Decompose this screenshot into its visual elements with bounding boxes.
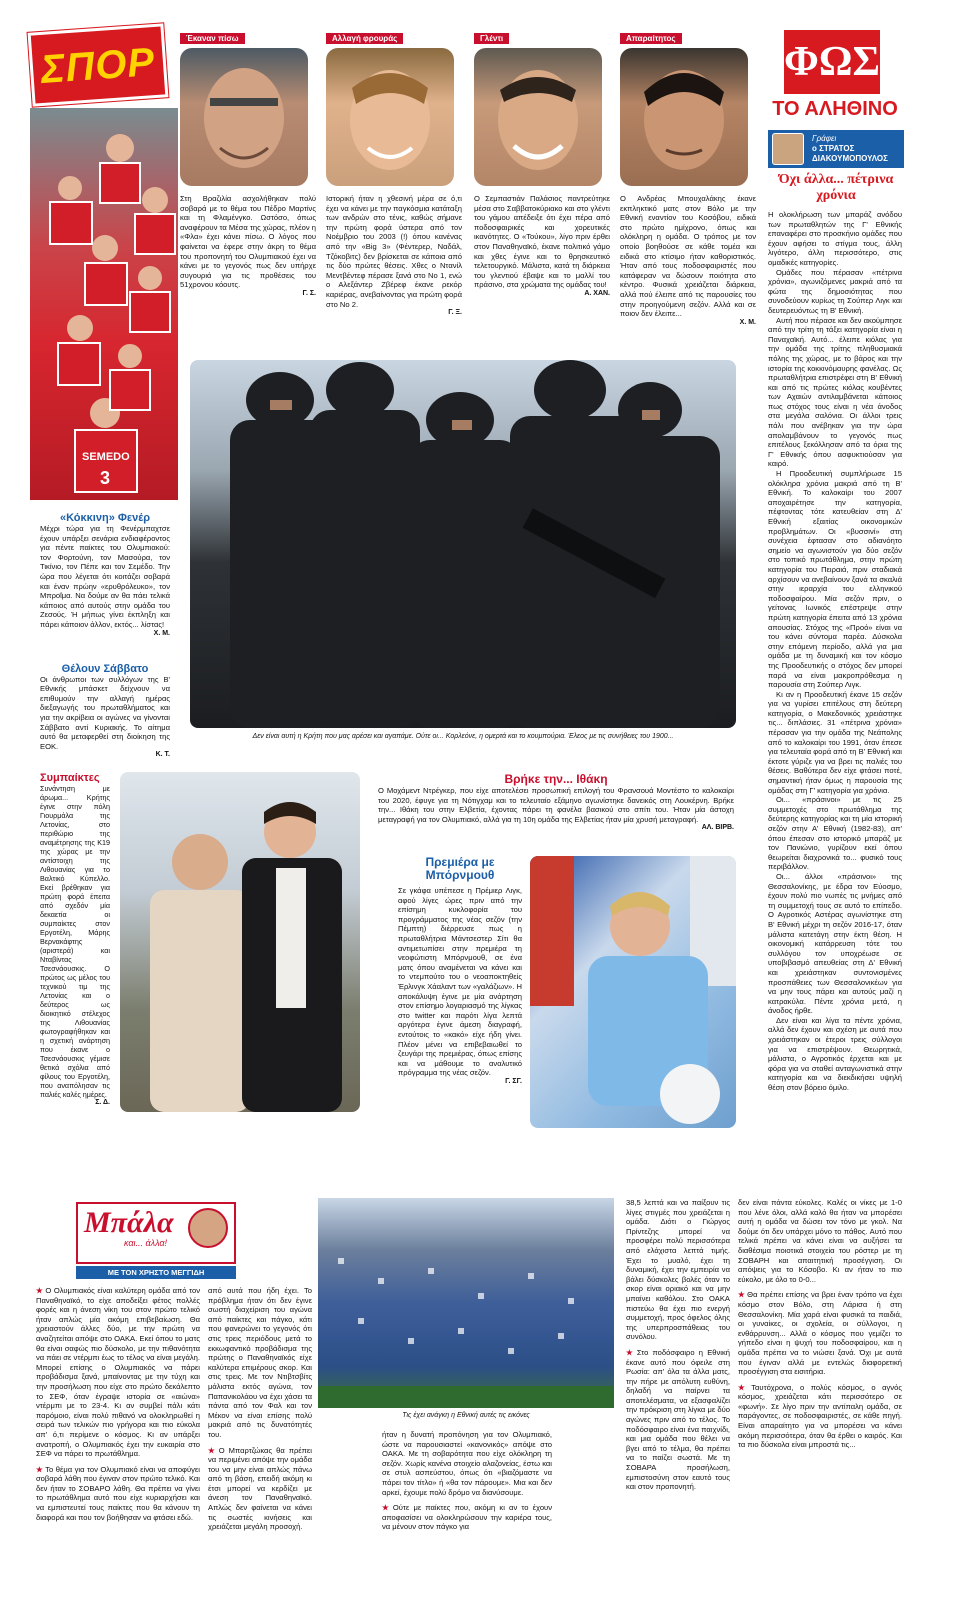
column-signature: Α. ΧΑΝ. [584, 289, 610, 297]
bala-paragraph [626, 1348, 730, 1492]
face-photo [326, 48, 454, 186]
fos-paragraph: Κι αν η Προοδευτική έκανε 15 σεζόν για να γυρίσει επιτέλους στη δεύτερη κατηγορία, ο Μακεδονικός χρειάστηκε τις... διπλάσιες. 31 «πέτρινα χρόνια» πέρασαν για την ομάδα της Νεάπολης από το καλοκαίρι του 1991, όταν έπεσε για τελευταία φορά από τη Β' Εθνική και έκτοτε γύριζε για να βρει τις παλιές του θέσεις. Βαθύτερα δεν είχε φτάσει ποτέ, σημαντική ήταν όμως η παρουσία της ομάδας στη Γ' κατηγορία για χρόνια. [768, 689, 902, 795]
top-column-2 [326, 28, 462, 316]
ithaca-text: Ο Μοχάμεντ Ντρέγκερ, που είχε αποτελέσει προσωπική επιλογή του Φρανσουά Μοντέστο το καλοκαίρι του 2020, έφυγε για τη Νότιγχαμ και το τελευταίο εξάμηνο αγωνίστηκε δανεικός στη Λουκέρνη. Βρήκε την... Ιθάκη του στην Ελβετία, έχοντας πάρει τη φανέλα βασικού στο σπίτι του. Ήταν μία άστοχη μεταγραφή για τον Ολυμπιακό, αλλά για τη 10η ομάδα της Ελβετίας ήταν μία χρυσή μεταγραφή. [378, 786, 734, 824]
fos-paragraph: Δεν είναι και λίγα τα πέντε χρόνια, αλλά δεν έχουν και σχέση με αυτά που χρειάστηκαν οι έτεροι τρεις σύλλογοι για να επιστρέψουν. Θεωρητικά, μάλιστα, ο Αγροτικός έρχεται και με φόρα για να σταθεί ανταγωνιστικά στην κατηγορία και να διεκδικήσει υψηλή θέση στον βόρειο όμιλο. [768, 1015, 902, 1093]
saturday-signature: Κ. Τ. [155, 751, 170, 759]
face-photo [474, 48, 602, 186]
bala-paragraph-text: Στο ποδόσφαιρο η Εθνική έκανε αυτό που όφειλε στη Ρωσία: απ' όλα τα άλλα ματς, την πήρε με απόλυτη ευθύνη, δηλαδή να παίρνει τα αποτελέσματα, να εξασφαλίζει την πρόκριση στη λίγκα με δύο αγώνες πριν από το τέλος. Το ποδόσφαιρο είναι ένα παιχνίδι, και μια ομάδα που θέλει να βγει από το τέλμα, θα πρέπει να το παίζει σωστά. Με τη ΣΟΒΑΡΑ προσήλωση, εμπιστοσύνη στον εαυτό τους και στον προπονητή. [626, 1347, 731, 1492]
bala-col-2 [208, 1286, 312, 1532]
ithaca-signature: ΑΛ. ΒΙΡΒ. [701, 824, 734, 832]
fos-paragraph: Οι... άλλοι «πράσινοι» της Θεσσαλονίκης, με έδρα τον Εύοσμο, έχουν πολύ πιο νωπές τις μνήμες από τη συμμετοχή τους σε αυτό το επίπεδο. Ο Αγροτικός Αστέρας αγωνίστηκε στη Β' Εθνική μέχρι τη σεζόν 2016-17, όταν μάλιστα κατετάγη στην έκτη θέση. Η οικονομική κατάρρευση τότε του συλλόγου τον υποχρέωσε σε υποβιβασμό απευθείας στη Δ' Εθνική και χρειάστηκαν συντονισμένες προσπάθειες των Θεσσαλονικέων για να μην τους πάρει και αυτούς μαζί η κατρακύλα. Πέντε χρόνια μετά, η άνοδος ήρθε. [768, 871, 902, 1016]
fos-subtitle: ΤΟ ΑΛΗΘΙΝΟ [772, 98, 898, 120]
face-photo [180, 48, 308, 186]
fos-title: Όχι άλλα... πέτρινα χρόνια [778, 172, 894, 203]
bala-paragraph-text: ήταν η δυνατή προπόνηση για τον Ολυμπιακό, ώστε να παρουσιαστεί «κανονικός» απόψε στο ΟΑΚΑ. Με τη σοβαρότητα που είχε ολόκληρη τη σεζόν. Χωρίς κανένα στοιχείο αλαζονείας, έστω και σε στυλ ασπεύστου, όπως ότι «βιαζόμαστε να πάρει τον τίτλο» ή «θα τον πάρουμε». Μια και δεν αρκεί, έχουμε πολύ δρόμο να διανύσουμε. [382, 1430, 552, 1497]
special-forces-caption: Δεν είναι αυτή η Κρήτη που μας αρέσει και αγαπάμε. Ούτε οι... Κορλεόνε, η ομερτά και το κουμπούρια. Έλεος με τις συνήθειες του 1900... [252, 733, 674, 740]
byline-box [768, 130, 904, 168]
bala-logo-sub: και... άλλα! [124, 1238, 168, 1248]
bala-logo-text: Μπάλα [84, 1206, 174, 1239]
sport-logo-text: ΣΠΟΡ [39, 40, 157, 92]
bala-paragraph [738, 1290, 902, 1376]
column-tag: Γλέντι [474, 33, 509, 44]
bala-byline: ΜΕ ΤΟΝ ΧΡΗΣΤΟ ΜΕΓΓΙΔΗ [76, 1266, 236, 1279]
fos-logo [784, 30, 880, 94]
bala-col-5 [738, 1198, 902, 1450]
sport-logo [28, 23, 169, 106]
bala-paragraph [738, 1383, 902, 1450]
star-icon: ★ [738, 1290, 746, 1300]
column-text: Ο Σεμπαστιάν Παλάσιος παντρεύτηκε μέσα στο Σαββατοκύριακο και στο γλέντι του γάμου απέδειξε ότι έχει πέρα από ποδοσφαιρικές και χορευτικές ικανότητες. Ο «Τούκου», λίγο πριν έρθει στον Παναθηναϊκό, έκανε πολιτικό γάμο και χθες έγινε και το θρησκευτικό τελετουργικό. Μάλιστα, κατά τη διάρκεια του γλεντιού έβαψε και το μαλλί του πράσινο, στα χρώματα της ομάδας του! [474, 194, 610, 290]
bala-paragraph-text: Ταυτόχρονα, ο πολύς κόσμος, ο αγνός κόσμος, χρειάζεται κάτι περισσότερο σε «φωνή». Σε λίγο πριν την αντίπαλη ομάδα, σε παράγοντες, σε ποδοσφαιριστές, σε κάθε πηγή. Είναι απαραίτητο για να μπορέσει να κάνει ακόμη περισσότερα, όταν θα έρθει ο καιρός. Και τα πιο δύσκολα είναι μπροστά τις... [738, 1382, 902, 1450]
column-signature: Χ. Μ. [739, 318, 756, 326]
author-avatar [772, 133, 804, 165]
bala-paragraph-text: Ο Μπαρτζώκας θα πρέπει να περιμένει απόψε την ομάδα του να μην είναι απλώς πάνω από τη βάση, επειδή ακόμη κι έτσι μπορεί να κερδίζει με άνεση τον Παναθηναϊκό. Απλώς δεν φαίνεται να κάνει τις σωστές κινήσεις και χρειάζεται μεγάλη προσοχή. [208, 1445, 312, 1532]
players-photo [30, 108, 178, 500]
bala-col-3 [382, 1430, 552, 1532]
teammates-photo [120, 772, 360, 1112]
premiere-article [398, 856, 522, 1085]
bala-paragraph-text: δεν είναι πάντα εύκολες. Καλές οι νίκες με 1-0 που λένε όλοι, αλλά καλό θα ήταν να μπορέσει αυτή η ομάδα να δώσει τον τόνο με γκολ. Να δούμε ότι δεν υπάρχει μόνο το πάθος. Αυτό που τελικά πρέπει να κάνει είναι να αυξήσει τα διαθέσιμα ποιοτικά στοιχεία του ρόστερ με τη ΣΟΒΑΡΗ και απαιτητική προσέγγιση. Οι απόψεις για το Κόσοβο. Κι αν ήταν το πιο εύκολο, με όλο το 0-0... [738, 1198, 902, 1284]
column-text: Ο Ανδρέας Μπουχαλάκης έκανε εκπληκτικό ματς στον Βόλο με την Εθνική εναντίον του Κοσόβου, ειδικά στο πρώτο ημίχρονο, όπως και ολόκληρη η ομάδα. Ο τρόπος με τον οποίο βοηθούσε σε κάθε τομέα και ειδικά στο κτίσιμο ήταν καθοριστικός. Ήταν από τους ποδοσφαιριστές που κατάφεραν να δώσουν ποιότητα στο κέντρο. Φυσικά χρειάζεται διάρκεια, αλλά πού έλειπε από τις παρουσίες του στην προηγούμενη σεζόν. Αλλά και σε ποιον δεν έλειπε... [620, 194, 756, 319]
saturday-title: Θέλουν Σάββατο [61, 662, 149, 675]
bala-paragraph [36, 1465, 200, 1523]
column-tag: Έκαναν πίσω [180, 33, 245, 44]
svg-text:3: 3 [100, 468, 111, 488]
haaland-photo [530, 856, 736, 1128]
crowd-illustration [318, 1198, 614, 1408]
premiere-text: Σε γκάφα υπέπεσε η Πρέμιερ Λιγκ, αφού λίγες ώρες πριν από την επίσημη κυκλοφορία του προγράμματος της νέας σεζόν (την Πέμπτη) διέρρευσε πως η πρωταθλήτρια Μάντσεστερ Σίτι θα αντιμετωπίσει στην πρεμιέρα τη νεοφώτιστη Μπόρνμουθ, σε ένα ματς όπου αναμένεται να κάνει και το ντεμπούτο του ο νεοαποκτηθείς Έρλινγκ Χάαλαντ των «γαλάζιων». Η αποκάλυψη έγινε με μία ανάρτηση στον επίσημο λογαριασμό της λίγκας στο twitter και παρότι λίγα λεπτά αργότερα έγινε άμεση διαγραφή, εντούτοις το «κακό» είχε ήδη γίνει. Πλέον μένει να επιβεβαιωθεί το ζευγάρι της πρεμιέρας, όπως επίσης και να μάθουμε το αναλυτικό πρόγραμμα της νέας σεζόν. [398, 886, 522, 1078]
column-tag: Απαραίτητος [620, 33, 682, 44]
teammates-title: Συμπαίκτες [40, 772, 100, 784]
fener-title: «Κόκκινη» Φενέρ [60, 512, 150, 524]
fos-paragraph: Ομάδες που πέρασαν «πέτρινα χρόνια», αγωνιζόμενες μακριά από τα φώτα της δημοσιότητας που συνοδεύουν κυρίως τη Σούπερ Λιγκ και δευτερευόντως τη Β' Εθνική. [768, 267, 902, 315]
star-icon: ★ [208, 1445, 217, 1455]
face-photo [620, 48, 748, 186]
left-column [40, 512, 170, 758]
special-forces-photo [190, 360, 736, 728]
column-tag: Αλλαγή φρουράς [326, 33, 403, 44]
officers-illustration [190, 360, 736, 728]
fos-article [768, 210, 902, 1093]
bala-col-4 [626, 1198, 730, 1492]
author-avatar [188, 1208, 228, 1248]
star-icon: ★ [382, 1503, 391, 1513]
fos-logo-text: ΦΩΣ [784, 39, 880, 85]
bala-paragraph-text: 38,5 λεπτά και να παίξουν τις λίγες στιγμές που χρειάζεται η ομάδα. Διότι ο Γιώργος Πρίντεζης μπορεί να προσφέρει πολύ περισσότερα από ελάχιστα λεπτά τιμής. Έχει το μυαλό, έχει τη δυναμική, έχει την εμπειρία να βάλει δύσκολες βολές όταν το σκορ είναι οριακό και να μην μπαίνει καθόλου. Στο ΟΑΚΑ πιστεύω θα έχει πιο ενεργή συμμετοχή, προς όφελος όλης της υπερπροσπάθειας του συνόλου. [626, 1198, 730, 1342]
fos-paragraph: Η ολοκλήρωση των μπαράζ ανόδου των πρωταθλητών της Γ' Εθνικής επαναφέρει στο προσκήνιο ομάδες που έχουν αφήσει το στίγμα τους, άλλη λιγότερο, άλλη περισσότερο, στις ομαδικές κατηγορίες. [768, 210, 902, 267]
fener-signature: Χ. Μ. [153, 629, 170, 637]
player-illustration [530, 856, 736, 1128]
teammates-article [40, 772, 110, 1106]
star-icon: ★ [36, 1464, 44, 1474]
bala-paragraph [382, 1503, 552, 1532]
bala-paragraph-text: από αυτά που ήδη έχει. Το πρόβλημα ήταν ότι δεν έγινε σωστή διαχείριση του αγώνα από παίκτες και πάγκο, κάτι που φανερώνει το γεγονός ότι στις τρεις περιόδους μετά το εκκωφαντικό προβάδισμα της πρώτης ο Παναθηναϊκός είχε καλύτερα επιμέρους σκορ. Και στις τρεις. Με τον Ντιβτσβίτς μάλιστα εκτός αγώνα, τον Παπανικολάου να έχει χάσει τα πάντα από τον Φαλ και τον Μέκον να είναι επίσης πολύ μακριά από τις δυνατότητές του. [208, 1286, 312, 1439]
column-text: Ιστορική ήταν η χθεσινή μέρα σε ό,τι έχει να κάνει με την παγκόσμια κατάταξη των ανδρών στο τένις, καθώς σήμανε την πρώτη φορά ύστερα από τον Νοέμβριο του 2003 (!) όπου κανένας από την «Big 3» (Φέντερερ, Ναδάλ, Τζόκοβιτς) δεν βρίσκεται σε κάποια από τις δύο πρώτες θέσεις. Χθες ο Ντανίλ Μεντβέντεφ πέρασε ξανά στο Νο 1, ενώ ο Αλεξάντερ Ζβέρεφ έκανε ρεκόρ καριέρας, ανεβαίνοντας για πρώτη φορά στο Νο 2. [326, 194, 462, 309]
byline-name: ο ΣΤΡΑΤΟΣ ΔΙΑΚΟΥΜΟΠΟΥΛΟΣ [812, 144, 888, 163]
bala-col-1 [36, 1286, 200, 1522]
players-illustration [30, 108, 178, 500]
bala-paragraph-text: Θα πρέπει επίσης να βρει έναν τρόπο να έχει κόσμο στον Βόλο, στη Λάρισα ή στη Θεσσαλονίκη. Μία χαρά είναι φυσικά τα παιδιά, οι γυναίκες, οι σχολεία, οι σύλλογοι, η ενθάρρυνση... Αλλά ο κόσμος που γεμίζει το γήπεδο είναι η ψυχή του ποδοσφαίρου, και η ομάδα πρέπει να το νιώσει ξανά. Όχι με αυτά που έγιναν αλλά με εντελώς διαφορετική προσέγγιση στα εισιτήρια. [738, 1290, 902, 1377]
star-icon: ★ [738, 1382, 750, 1392]
bala-paragraph [36, 1286, 200, 1459]
stadium-caption: Τις έχει ανάγκη η Εθνική αυτές τις εικόνες [402, 1412, 530, 1419]
byline-label: Γράφει [812, 134, 837, 143]
bala-paragraph-text: Ούτε με παίκτες που, ακόμη κι αν το έχουν αποφασίσει να ολοκληρώσουν την καριέρα τους, να μένουν στον πάγκο για [382, 1503, 553, 1532]
bala-paragraph-text: Ο Ολυμπιακός είναι καλύτερη ομάδα από τον Παναθηναϊκό, το είχε αποδείξει φέτος πολλές φορές και η άνεση νίκη του στον πρώτο τελικό ήταν απλώς μία ακόμη επιβεβαίωση. Θα χρειαστούν άλλες δύο, με την πρώτη να αναζητείται απόψε στο ΟΑΚΑ. Εκεί όπου το ματς θα είναι σαφώς πιο δύσκολο, με την πιθανότητα να πάει σε ντέρμπι έως το τέλος να είναι μεγάλη. Μπορεί επίσης ο Ολυμπιακός να πάρει προβάδισμα ξανά, μπαίνοντας με την τύχη και την προσήλωση που είχε στο πρώτο δεκάλεπτο το ΣΕΦ, όταν έγραψε ιστορία σε «αιώνα» ντέρμπι με το 23-4. Κι αν συμβεί πάλι κάτι παρόμοιο, είναι πολύ πιθανό να ολοκληρωθεί η σειρά των τελικών πιο γρήγορα και πιο εύκολα απ' ό,τι περίμενε ο κόσμος. Κι αν υπάρξει ανατροπή, ο Ολυμπιακός έχει την ευκαιρία στο ΣΕΦ να πάρει το πρωτάθλημα. [36, 1286, 200, 1459]
ithaca-title: Βρήκε την... Ιθάκη [504, 772, 608, 786]
column-signature: Γ. Σ. [302, 289, 316, 297]
premiere-title: Πρεμιέρα με Μπόρνμουθ [425, 855, 495, 882]
fos-paragraph: Η Προοδευτική συμπλήρωσε 15 ολόκληρα χρόνια μακριά από τη Β' Εθνική. Το καλοκαίρι του 2007 αποχαιρέτησε την κατηγορία, πέφτοντας τότε κατευθείαν στη Δ' Εθνική εξαιτίας οικονομικών προβλημάτων. Οι «βυσσινί» στη συνέχεια έφτασαν στο αδιανόητο σημείο να αγωνιστούν για δύο σεζόν στο τοπικό πρωτάθλημα, στην πρώτη κατηγορία του Πειραιά, πριν σταδιακά αρχίσουν να ανεβαίνουν ξανά τα σκαλιά στην ιεραρχία του ελληνικού ποδοσφαίρου. Μία σεζόν πριν, ο γείτονας Ιωνικός επέστρεψε στην πρώτη κατηγορία έπειτα από 13 χρόνια απουσίας. Στόχος της «Προό» είναι να του κάνει σύντομα παρέα. Δύσκολα στην επόμενη περίοδο, αλλά για μια ομάδα με τη δυναμική και τον κόσμο της Προοδευτικής ο στόχος δεν μπορεί παρά να είναι μακροπρόθεσμα η παρουσία στη Σούπερ Λιγκ. [768, 469, 902, 690]
bala-paragraph-text: Το θέμα για τον Ολυμπιακό είναι να αποφύγει σοβαρά λάθη που έγιναν στον πρώτο τελικό. Και δεν ήταν το ΣΟΒΑΡΟ λάθη. Θα πρέπει να γίνει το πρωτάθλημα αυτό που είχε κυριαρχήσει και να εμπιστευτεί τους παίκτες που θα κάνουν τη διαφορά και που τον βοήθησαν να φτάσει εδώ. [36, 1464, 200, 1522]
top-column-3 [474, 28, 610, 297]
ithaca-article [378, 772, 734, 831]
fos-paragraph: Αυτή που πέρασε και δεν ακούμπησε από την τρίτη τη τάξει κατηγορία είναι η Παναχαϊκή. Αυτό... έλειπε κιόλας για την ομάδα της τρίτης πληθυσμιακά πόλης της χώρας, με το βάρος και την ιστορία της κοκκινόμαυρης φανέλας. Ως πρωταθλήτρια επιστρέφει στη Β' Εθνική και από τις πρώτες κιόλας κουβέντες των Αχαιών αντιλαμβάνεται κάποιος πως στόχος τους είναι η νέα άνοδος στα μεγάλα σαλόνια. Οι άλλοι τρεις πάλι που ανέβηκαν για την ώρα απολαμβάνουν το γεγονός πως επιτέλους ξεκόλλησαν από τα όρια της Γ' Εθνικής όπου ασφυκτιούσαν για καιρό. [768, 315, 902, 469]
two-men-illustration [120, 772, 360, 1112]
star-icon: ★ [626, 1347, 635, 1357]
column-signature: Γ. Ξ. [448, 309, 462, 317]
teammates-text: Συνάντηση με άρωμα... Κρήτης έγινε στην πόλη Γιουρμάλα της Λετονίας, στο περιθώριο της αναμέτρησης της Κ19 της χώρας με την αντίστοιχη της Λιθουανίας για το Βαλτικό Κύπελλο. Εκεί βρέθηκαν για πρώτη φορά έπειτα από σχεδόν μία δεκαετία οι συμπαίκτες στον Εργοτέλη, Μάρης Βερνακάφτης (αριστερά) και Νταβίντας Τσεσνάουσκις. Ο πρώτος ως μέλος του τεχνικού τιμ της Λετονίας και ο δεύτερος ως διοικητικό στέλεχος της Λιθουανίας φωτογραφήθηκαν και η σχετική ανάρτηση που έκανε ο Τσεσνάουσκις γέμισε θετικά σχόλια από φίλους του Εργοτέλη, που αναπόλησαν τις παλιές καλές ημέρες. [40, 784, 110, 1099]
bala-logo-box [76, 1202, 236, 1264]
svg-text:SEMEDO: SEMEDO [82, 451, 130, 463]
top-column-1 [180, 28, 316, 297]
saturday-text: Οι άνθρωποι των συλλόγων της Β' Εθνικής μπάσκετ δείχνουν να επιθυμούν την αλλαγή ημέρας διεξαγωγής του πρωταθλήματος και για την ακρίβεια οι αγώνες να γίνονται Σάββατο αντί Κυριακής. Το αίτημα αυτό θα μεταφερθεί στη διοίκηση της ΕΟΚ. [40, 674, 170, 751]
teammates-signature: Σ. Δ. [95, 1099, 110, 1106]
fos-paragraph: Οι... «πράσινοι» με τις 25 συμμετοχές στο πρωτάθλημα της δεύτερης κατηγορίας και τη μία ιστορική σεζόν στην Α' Εθνική (1982-83), απ' όπου έπεσαν στο ιστορικό μπαράζ με τον Πανιώνιο, γυρίζουν εκεί όπου θεωρείται διαχρονικά το... φυσικό τους περιβάλλον. [768, 795, 902, 872]
fener-text: Μέχρι τώρα για τη Φενέρμπαχτσε έχουν υπάρξει σενάρια ενδιαφέροντος για πέντε παίκτες του Ολυμπιακού: τον Φορτούνη, τον Μασούρα, τον Τικίνιο, τον Πέπε και τον Σεμέδο. Την ώρα που λέγεται ότι κοιτάζει σοβαρά και έναν πρώην «ερυθρόλευκο», τον Μπροΐμα. Να δούμε αν θα πάει τελικά κάποιος από αυτούς στην ομάδα του Ζεσούς. Ή μήπως γίνει έκπληξη και πάρει κάποιον άλλον, εκτός... λίστας! [40, 524, 170, 629]
stadium-crowd-photo [318, 1198, 614, 1408]
premiere-signature: Γ. ΣΓ. [505, 1077, 522, 1085]
column-text: Στη Βραζιλία ασχολήθηκαν πολύ σοβαρά με το θέμα του Πέδρο Μαρτίνς και τη Φλαμένγκο. Ωστόσο, όπως αναφέρουν τα Μέσα της χώρας, πλέον η «Φλα» έχει κάνει πίσω. Ο λόγος που φαίνεται να έφερε στην άκρη το θέμα του προπονητή του Ολυμπιακού έχει να κάνει με το γεγονός πως δεν υπήρχε συγουριά για τις προθέσεις του 51χρονου κόουτς. [180, 194, 316, 290]
bala-paragraph [208, 1446, 312, 1532]
star-icon: ★ [36, 1286, 44, 1295]
top-column-4 [620, 28, 756, 326]
